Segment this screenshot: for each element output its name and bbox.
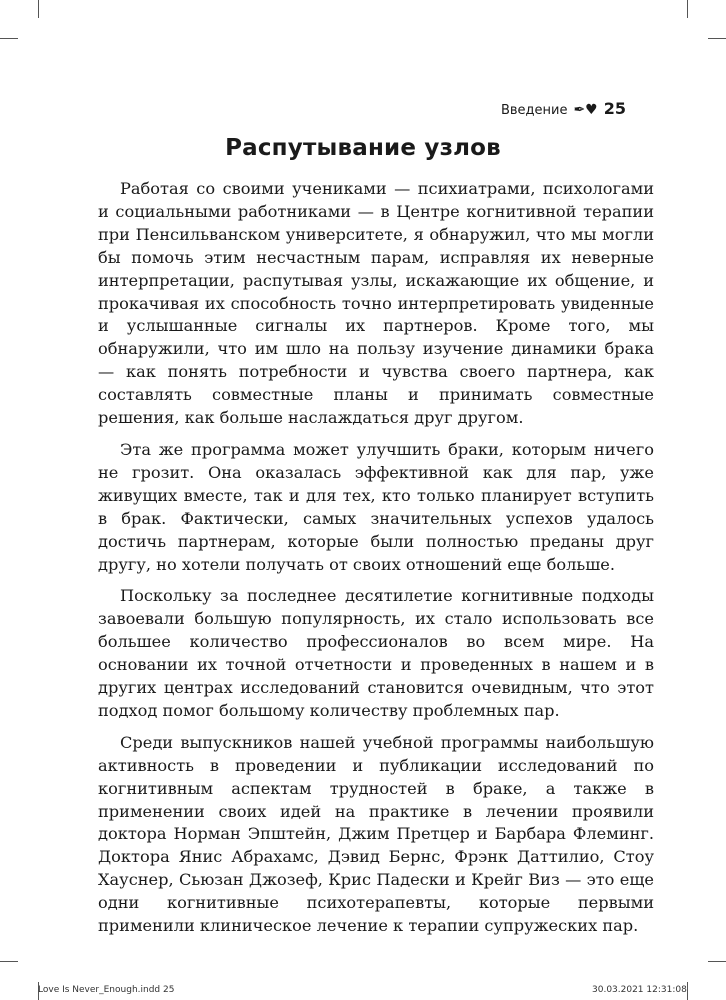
flourish-ornament-icon: ✒♥ [573, 102, 598, 118]
slug-date-time: 30.03.2021 12:31:08 [592, 985, 687, 995]
paragraph-4: Среди выпускников нашей учебной программы наибольшую активность в проведении и публикации исследований по когнитивным аспектам трудностей в браке, а также в применении своих идей на практике в лечении проявили доктора Норман Эпштейн, Джим Претцер и Барбара Флеминг. Доктора Янис Абрахамс, Дэвид Бернс, Фрэнк Даттилио, Стоу Хауснер, Сьюзан Джозеф, Крис Падески и Крейг Виз — это еще одни когнитивные психотерапевты, которые первыми применили клиническое лечение к терапии супружеских пар. [98, 732, 654, 936]
paragraph-3: Поскольку за последнее десятилетие когнитивные подходы завоевали большую популярность, их стало использовать все большее количество профессионалов во всем мире. На основании их точной отчетности и проведенных в нашем и в других центрах исследований становится очевидным, что этот подход помог большому количеству проблемных пар. [98, 586, 654, 720]
crop-mark-bottom-left-h [0, 961, 18, 962]
crop-mark-top-left-h [0, 38, 18, 39]
running-head-section: Введение [500, 103, 568, 118]
crop-mark-top-left-v [38, 0, 39, 18]
paragraph-1: Работая со своими учениками — психиатрами, психологами и социальными работниками — в Центре когнитивной терапии при Пенсильванском университете, я обнаружил, что мы могли бы помочь этим несчастным парам, исправляя их неверные интерпретации, распутывая узлы, искажающие их общение, и прокачивая их способность точно интерпретировать увиденные и услышанные сигналы их партнеров. Кроме того, мы обнаружили, что им шло на пользу изучение динамики брака — как понять потребности и чувства своего партнера, как составлять совместные планы и принимать совместные решения, как больше наслаждаться друг другом. [98, 179, 654, 428]
page-number: 25 [603, 99, 626, 118]
crop-mark-bottom-right-h [708, 961, 726, 962]
slug-file-info: Love Is Never_Enough.indd 25 [38, 985, 175, 995]
running-head [501, 99, 626, 118]
section-heading: Распутывание узлов [225, 135, 501, 161]
crop-mark-bottom-right-v [687, 982, 688, 1000]
paragraph-2: Эта же программа может улучшить браки, которым ничего не грозит. Она оказалась эффективной как для пар, уже живущих вместе, так и для тех, кто только планирует вступить в брак. Фактически, самых значительных успехов удалось достичь партнерам, которые были полностью преданы друг другу, но хотели получать от своих отношений еще больше. [98, 439, 654, 574]
crop-mark-top-right-h [708, 38, 726, 39]
body-text [98, 178, 654, 938]
crop-mark-top-right-v [687, 0, 688, 18]
